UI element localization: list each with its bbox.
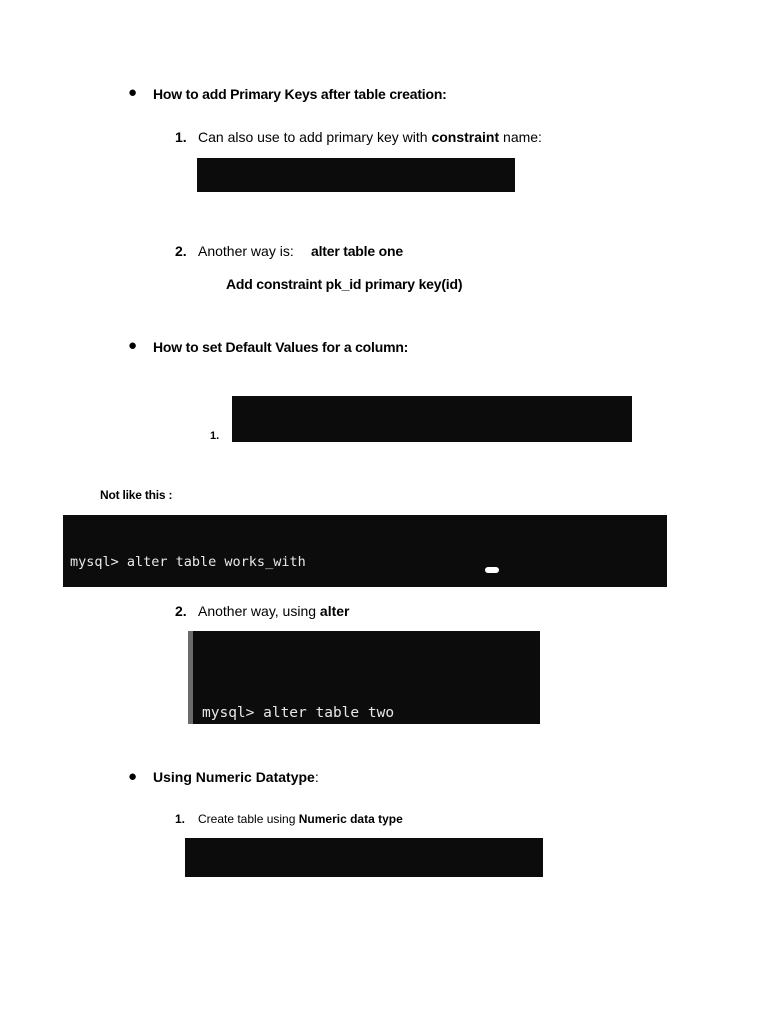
item-text-bold: Numeric data type [298,812,403,826]
terminal-line [201,191,515,192]
bullet-icon: ● [128,768,138,785]
terminal-screenshot [197,158,515,192]
terminal-screenshot [232,396,632,442]
section-heading-primary-keys: How to add Primary Keys after table creation: [153,86,447,102]
item-text-part: Another way, using [198,603,320,619]
item-text-part: name: [499,129,542,145]
bullet-icon: ● [128,84,138,101]
item-text [198,603,350,619]
item-text [198,129,542,145]
terminal-line-text [237,441,499,442]
list-number: 1. [210,430,220,442]
item-text-bold: alter [319,603,350,619]
heading-colon: : [314,769,319,785]
terminal-line [237,440,632,442]
section-heading-numeric [153,769,319,785]
window-border [188,631,193,724]
terminal-line: mysql> alter table two [202,704,395,721]
list-number: 2. [175,603,187,619]
item-text-part: Can also use to add primary key with [198,129,432,145]
sql-code-text: Add constraint pk_id primary key(id) [226,276,463,292]
item-text-part: Create table using [198,812,299,826]
not-like-label: Not like this : [100,488,173,502]
list-number: 1. [175,812,186,826]
bullet-icon: ● [128,337,138,354]
item-text: Another way is: [198,243,294,259]
section-heading-text: Using Numeric Datatype [153,769,315,785]
cursor-icon [485,567,499,573]
terminal-line: mysql> alter table works_with [70,554,306,570]
error-terminal-screenshot [63,515,667,587]
item-text [198,812,403,826]
sql-code-text: alter table one [311,243,403,259]
terminal-screenshot [188,631,540,724]
list-number: 1. [175,129,187,145]
item-text-bold: constraint [431,129,500,145]
list-number: 2. [175,243,187,259]
section-heading-default-values: How to set Default Values for a column: [153,339,409,355]
terminal-screenshot [185,838,543,877]
